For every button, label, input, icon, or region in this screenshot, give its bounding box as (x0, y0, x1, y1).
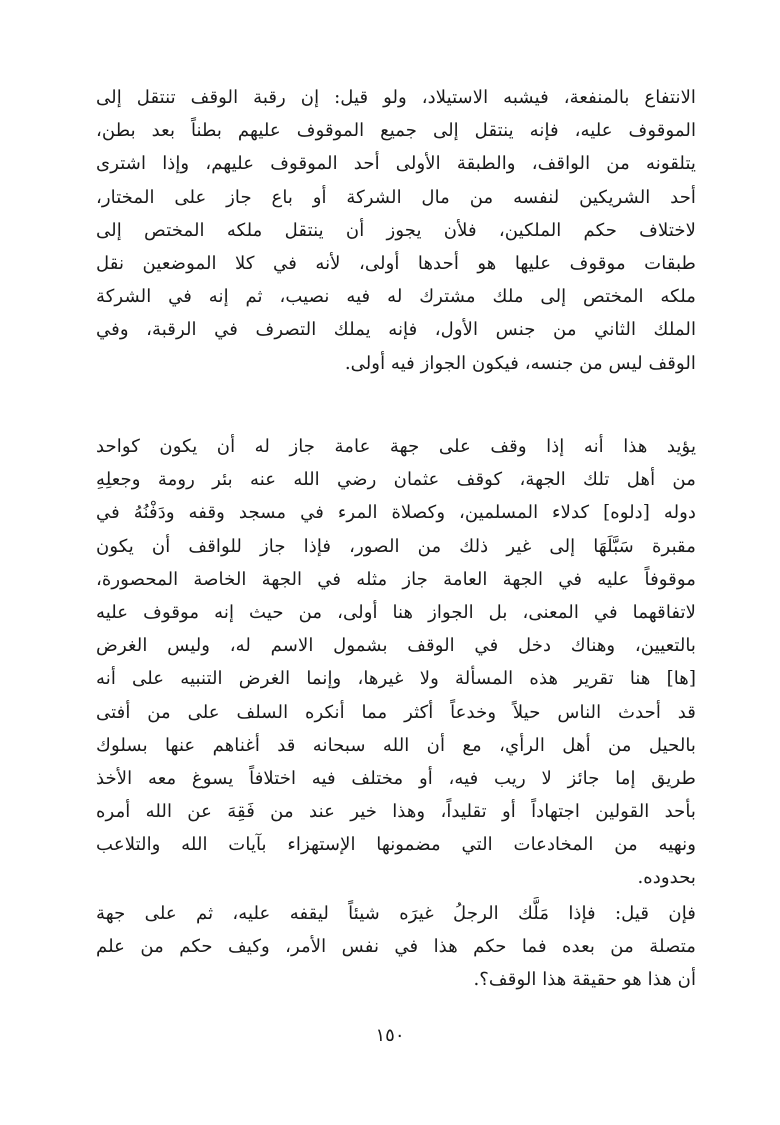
paragraph-2 (96, 430, 696, 895)
text-line: متصلة من بعده فما حكم هذا في نفس الأمر، وكيف حكم من علم (96, 936, 696, 958)
text-line: الوقف ليس من جنسه، فيكون الجواز فيه أولى. (344, 352, 696, 374)
text-line: مقبرة سَبَّلَهَا إلى غير ذلك من الصور، فإذا جاز للواقف أن يكون (96, 535, 696, 557)
paragraph-3 (96, 897, 696, 997)
text-line: بالحيل من أهل الرأي، مع أن الله سبحانه قد أغناهم عنها بسلوك (96, 734, 696, 756)
text-line: لاختلاف حكم الملكين، فلأن يجوز أن ينتقل ملكه المختص إلى (96, 219, 696, 241)
text-line: أن هذا هو حقيقة هذا الوقف؟. (473, 969, 696, 991)
text-line: طبقات موقوف عليها هو أحدها أولى، لأنه في كلا الموضعين نقل (96, 252, 696, 274)
text-line: الموقوف عليه، فإنه ينتقل إلى جميع الموقوف عليهم بطناً بعد بطن، (96, 120, 696, 142)
page-number: ١٥٠ (375, 1025, 405, 1046)
text-line: فإن قيل: فإذا مَلَّك الرجلُ غيرَه شيئاً ليقفه عليه، ثم على جهة (96, 903, 696, 924)
text-line: ملكه المختص إلى ملك مشترك له فيه نصيب، ثم إنه في الشركة (96, 286, 696, 308)
text-line: موقوفاً عليه في الجهة العامة جاز مثله في الجهة الخاصة المحصورة، (96, 568, 696, 590)
text-line: بأحد القولين اجتهاداً أو تقليداً، وهذا خير عند من فَقِهَ عن الله أمره (96, 801, 696, 823)
text-line: الانتفاع بالمنفعة، فيشبه الاستيلاد، ولو قيل: إن رقبة الوقف تنتقل إلى (96, 87, 696, 108)
text-line: بالتعيين، وهناك دخل في الوقف بشمول الاسم له، وليس الغرض (96, 635, 696, 657)
text-line: دوله [دلوه] كدلاء المسلمين، وكصلاة المرء في مسجد وقفه ودَفْنُهُ في (96, 502, 696, 524)
text-line: من أهل تلك الجهة، كوقف عثمان رضي الله عنه بئر رومة وجعلِهِ (96, 469, 696, 491)
text-line: قد أحدث الناس حيلاً وخدعاً أكثر مما أنكره السلف على من أفتى (96, 701, 696, 723)
text-line: أحد الشريكين لنفسه من مال الشركة أو باع جاز على المختار، (96, 186, 696, 208)
text-line: يتلقونه من الواقف، والطبقة الأولى أحد الموقوف عليهم، وإذا اشترى (96, 153, 696, 175)
text-line: الملك الثاني من جنس الأول، فإنه يملك التصرف في الرقبة، وفي (96, 319, 696, 341)
text-line: [ها] هنا تقرير هذه المسألة ولا غيرها، وإنما الغرض التنبيه على أنه (96, 668, 696, 690)
text-line: ونهيه من المخادعات التي مضمونها الإستهزاء بآيات الله والتلاعب (96, 834, 696, 856)
text-line: لاتفاقهما في المعنى، بل الجواز هنا أولى، من حيث إنه موقوف عليه (96, 601, 696, 623)
text-line: يؤيد هذا أنه إذا وقف على جهة عامة جاز له أن يكون كواحد (96, 436, 696, 457)
text-line: بحدوده. (637, 867, 696, 889)
paragraph-1 (96, 81, 696, 380)
text-line: طريق إما جائز لا ريب فيه، أو مختلف فيه اختلافاً يسوغ معه الأخذ (96, 767, 696, 789)
